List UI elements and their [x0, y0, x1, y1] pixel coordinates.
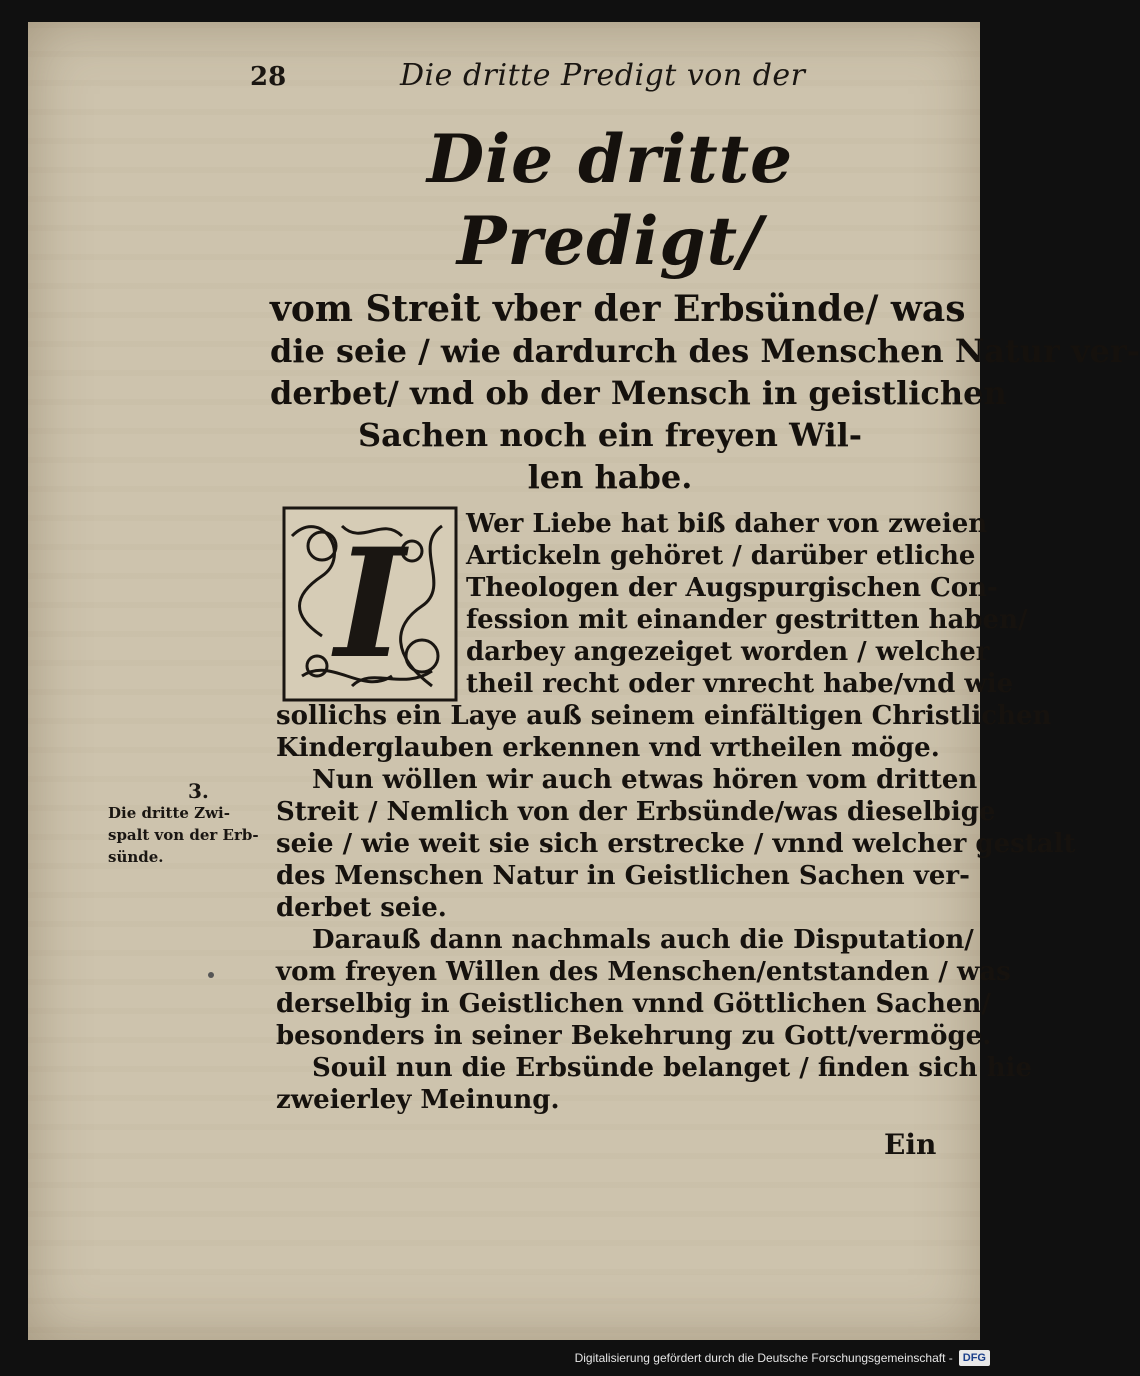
page-number: 28: [250, 62, 287, 92]
text-line: theil recht oder vnrecht habe/vnd wie: [466, 669, 1014, 699]
dfg-logo-icon[interactable]: DFG: [959, 1350, 990, 1366]
text-line: zweierley Meinung.: [276, 1085, 560, 1115]
chapter-title: [270, 118, 1140, 498]
text-line: derselbig in Geistlichen vnnd Göttlichen Sachen/: [276, 989, 991, 1019]
text-line: seie / wie weit sie sich erstrecke / vnnd welcher gestalt: [276, 829, 1076, 859]
page-header: [250, 58, 810, 98]
title-line: len habe.: [527, 458, 693, 496]
text-line: Darauß dann nachmals auch die Disputation/: [312, 925, 974, 955]
text-line: Nun wöllen wir auch etwas hören vom dritten: [312, 765, 978, 795]
title-main: Die dritte Predigt/: [426, 120, 794, 280]
text-line: Artickeln gehöret / darüber etliche: [466, 541, 976, 571]
footer-text: Digitalisierung gefördert durch die Deutsche Forschungsgemeinschaft -: [574, 1351, 953, 1365]
running-head: Die dritte Predigt von der: [400, 58, 806, 93]
text-line: Kinderglauben erkennen vnd vrtheilen möge.: [276, 733, 940, 763]
title-line: Sachen noch ein freyen Wil-: [357, 416, 863, 454]
text-line: des Menschen Natur in Geistlichen Sachen ver-: [276, 861, 970, 891]
text-line: Wer Liebe hat biß daher von zweien: [466, 509, 988, 539]
catchword: Ein: [884, 1128, 937, 1161]
margin-number: 3.: [188, 779, 209, 803]
text-line: fession mit einander gestritten haben/: [466, 605, 1028, 635]
text-line: Theologen der Augspurgischen Con-: [466, 573, 998, 603]
title-line: vom Streit vber der Erbsünde/ was: [270, 288, 966, 330]
title-line: die seie / wie dardurch des Menschen Natur ver-: [270, 332, 1140, 370]
decorated-initial: [282, 506, 458, 702]
first-paragraph-opening: [466, 508, 1028, 700]
margin-note: [108, 780, 276, 868]
margin-line: sünde.: [108, 848, 164, 866]
text-line: derbet seie.: [276, 893, 447, 923]
text-line: besonders in seiner Bekehrung zu Gott/vermöge.: [276, 1021, 992, 1051]
body-text: [276, 700, 1076, 1116]
text-line: darbey angezeiget worden / welcher: [466, 637, 990, 667]
margin-line: Die dritte Zwi-: [108, 804, 230, 822]
text-line: sollichs ein Laye auß seinem einfältigen Christlichen: [276, 701, 1052, 731]
footer: [575, 1346, 990, 1370]
ink-speck: [208, 972, 214, 978]
text-line: Souil nun die Erbsünde belanget / finden sich hie: [312, 1053, 1032, 1083]
margin-line: spalt von der Erb-: [108, 826, 259, 844]
text-line: vom freyen Willen des Menschen/entstanden / was: [276, 957, 1011, 987]
initial-letter: I: [334, 516, 406, 692]
text-line: Streit / Nemlich von der Erbsünde/was dieselbige: [276, 797, 996, 827]
title-line: derbet/ vnd ob der Mensch in geistlichen: [270, 374, 1007, 412]
